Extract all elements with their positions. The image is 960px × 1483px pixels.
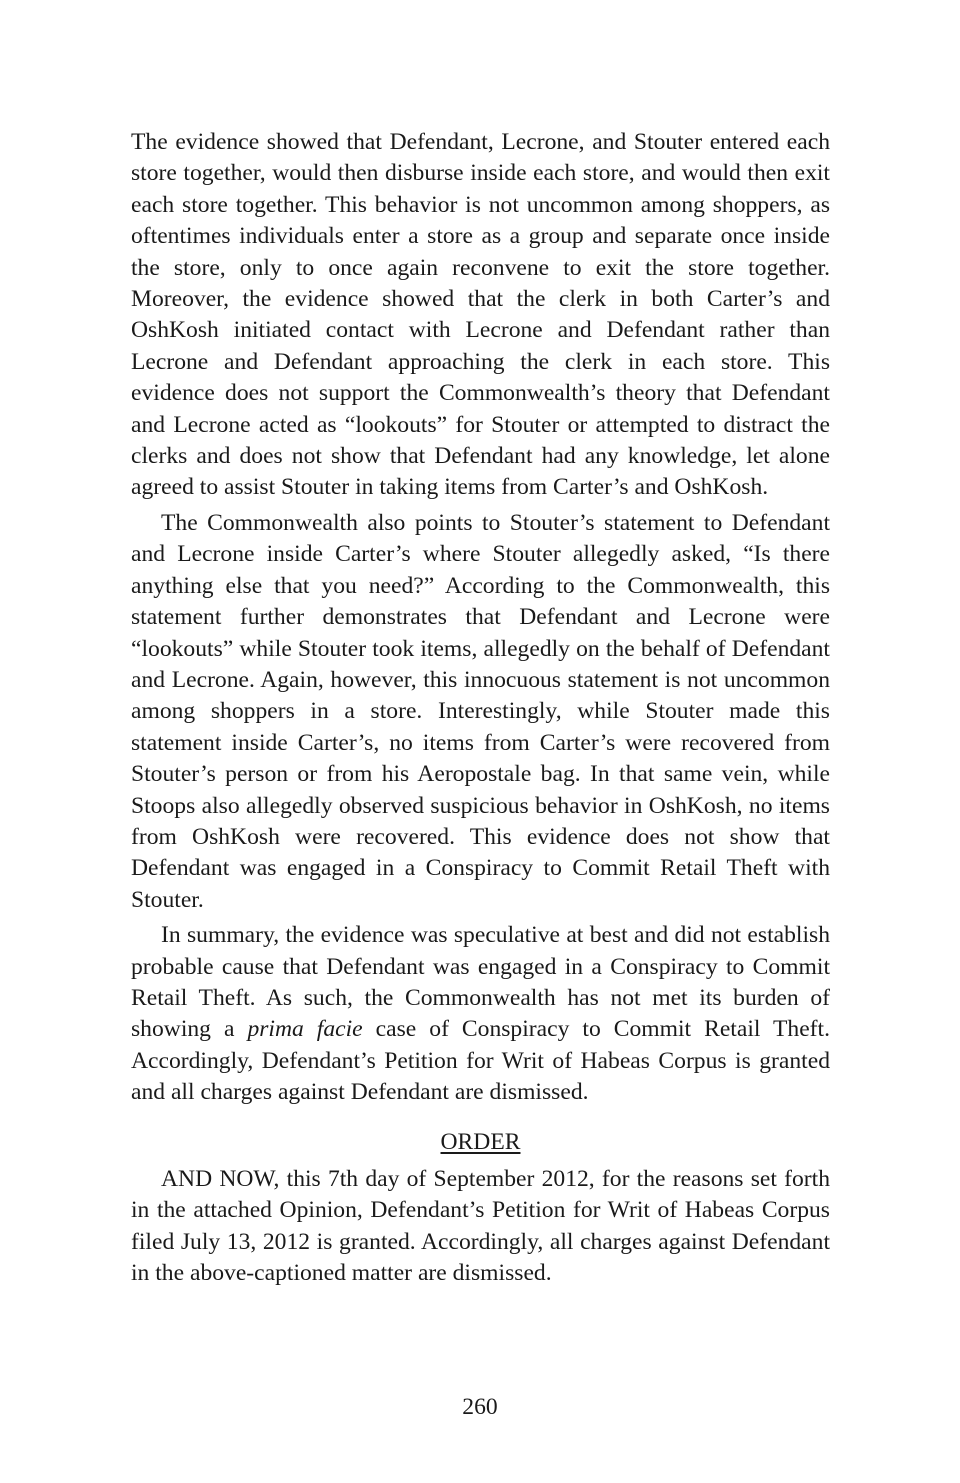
paragraph-stouter-statement: The Commonwealth also points to Stouter’s statement to Defendant and Lecrone inside Carter’s where Stouter allegedly asked, “Is there anything else that you need?” According to the Commonwealth, this statement further demonstrates that Defendant and Lecrone were “lookouts” while Stouter took items, allegedly on the behalf of Defendant and Lecrone. Again, however, this innocuous statement is not uncommon among shoppers in a store. Interestingly, while Stouter made this statement inside Carter’s, no items from Carter’s were recovered from Stouter’s person or from his Aeropostale bag. In that same vein, while Stoops also allegedly observed suspicious behavior in OshKosh, no items from OshKosh were recovered. This evidence does not show that Defendant was engaged in a Conspiracy to Commit Retail Theft with Stouter. bbox=[131, 509, 830, 913]
opinion-text-body bbox=[131, 127, 830, 1290]
paragraph-summary bbox=[131, 920, 830, 1108]
order-heading-text: ORDER bbox=[440, 1128, 521, 1155]
paragraph-order: AND NOW, this 7th day of September 2012, for the reasons set forth in the attached Opinion, Defendant’s Petition for Writ of Habeas Corpus filed July 13, 2012 is granted. Accordingly, all charges against Defendant in the above-captioned matter are dismissed. bbox=[131, 1166, 830, 1287]
summary-text-after-italic: case of Conspiracy to Commit Retail Theft. Accordingly, Defendant’s Petition for Writ of Habeas Corpus is granted and all charges against Defendant are dismissed. bbox=[131, 1016, 830, 1106]
order-heading bbox=[131, 1127, 830, 1158]
page-number: 260 bbox=[462, 1394, 498, 1420]
summary-italic-term: prima facie bbox=[247, 1016, 363, 1043]
summary-text-before-italic: In summary, the evidence was speculative at best and did not establish probable cause that Defendant was engaged in a Conspiracy to Commit Retail Theft. As such, the Commonwealth has not met its burden of showing a bbox=[131, 922, 830, 1043]
paragraph-evidence-entering-stores: The evidence showed that Defendant, Lecrone, and Stouter entered each store together, would then disburse inside each store, and would then exit each store together. This behavior is not uncommon among shoppers, as oftentimes individuals enter a store as a group and separate once inside the store, only to once again reconvene to exit the store together. Moreover, the evidence showed that the clerk in both Carter’s and OshKosh initiated contact with Lecrone and Defendant rather than Lecrone and Defendant approaching the clerk in each store. This evidence does not support the Commonwealth’s theory that Defendant and Lecrone acted as “lookouts” for Stouter or attempted to distract the clerks and does not show that Defendant had any knowledge, let alone agreed to assist Stouter in taking items from Carter’s and OshKosh. bbox=[131, 129, 830, 501]
